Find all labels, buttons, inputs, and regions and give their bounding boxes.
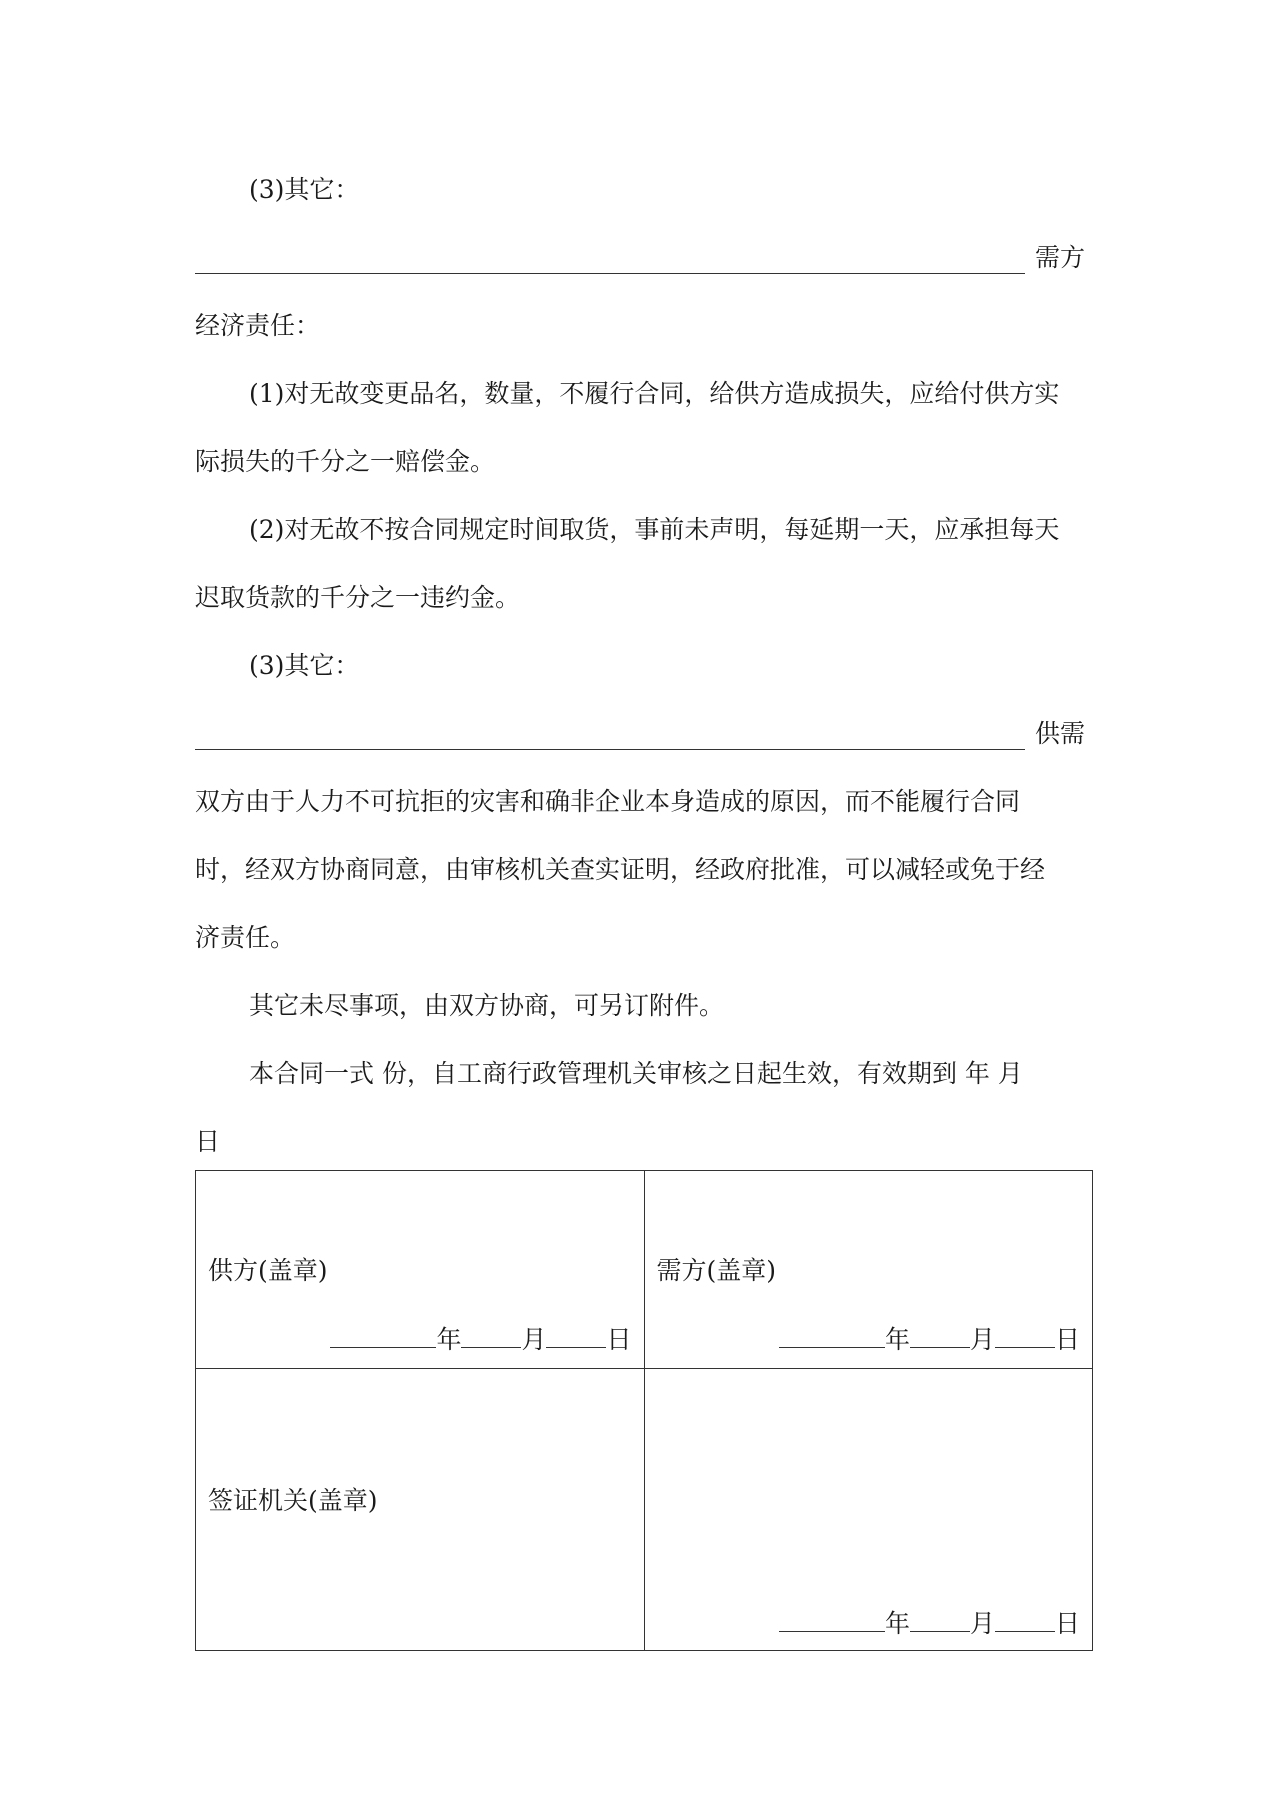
year-blank — [330, 1319, 436, 1348]
month-label: 月 — [969, 1325, 995, 1354]
buyer-liability-heading: 经济责任： — [195, 311, 321, 340]
day-label: 日 — [1054, 1609, 1080, 1638]
month-blank — [910, 1319, 970, 1348]
year-label: 年 — [884, 1609, 910, 1638]
supplier-other-clause: (3)其它： — [249, 175, 360, 204]
buyer-other-blank-row — [195, 716, 1085, 752]
buyer-seal-cell — [644, 1171, 1093, 1369]
fill-in-blank-line — [195, 273, 1025, 274]
month-label: 月 — [521, 1325, 547, 1354]
signature-table — [195, 1170, 1093, 1651]
buyer-item-1-line-1: (1)对无故变更品名，数量，不履行合同，给供方造成损失，应给付供方实 — [249, 379, 1060, 408]
day-label: 日 — [1054, 1325, 1080, 1354]
buyer-heading-start: 需方 — [1034, 243, 1085, 272]
buyer-date-line — [779, 1319, 1080, 1358]
supplier-date-line — [330, 1319, 631, 1358]
day-blank — [995, 1319, 1055, 1348]
force-majeure-start: 供需 — [1034, 719, 1085, 748]
authority-seal-cell — [196, 1369, 645, 1651]
validity-clause-line-1: 本合同一式 份，自工商行政管理机关审核之日起生效，有效期到 年 月 — [249, 1059, 1023, 1088]
year-blank — [779, 1319, 885, 1348]
force-majeure-line-3: 济责任。 — [195, 923, 296, 952]
month-blank — [461, 1319, 521, 1348]
other-matters-clause: 其它未尽事项，由双方协商，可另订附件。 — [249, 991, 725, 1020]
day-blank — [546, 1319, 606, 1348]
authority-seal-label: 签证机关(盖章) — [208, 1486, 378, 1515]
month-label: 月 — [969, 1609, 995, 1638]
supplier-seal-label: 供方(盖章) — [208, 1256, 328, 1285]
year-label: 年 — [436, 1325, 462, 1354]
buyer-item-2-line-1: (2)对无故不按合同规定时间取货，事前未声明，每延期一天，应承担每天 — [249, 515, 1060, 544]
validity-clause-line-2: 日 — [195, 1127, 221, 1156]
authority-date-line — [779, 1603, 1080, 1642]
force-majeure-line-1: 双方由于人力不可抗拒的灾害和确非企业本身造成的原因，而不能履行合同 — [195, 787, 1021, 816]
supplier-other-blank-row — [195, 240, 1085, 276]
year-blank — [779, 1603, 885, 1632]
buyer-other-clause: (3)其它： — [249, 651, 360, 680]
supplier-seal-cell — [196, 1171, 645, 1369]
buyer-item-2-line-2: 迟取货款的千分之一违约金。 — [195, 583, 521, 612]
force-majeure-line-2: 时，经双方协商同意，由审核机关查实证明，经政府批准，可以减轻或免于经 — [195, 855, 1046, 884]
buyer-seal-label: 需方(盖章) — [656, 1256, 777, 1285]
fill-in-blank-line — [195, 749, 1025, 750]
day-label: 日 — [606, 1325, 632, 1354]
year-label: 年 — [884, 1325, 910, 1354]
month-blank — [910, 1603, 970, 1632]
buyer-item-1-line-2: 际损失的千分之一赔偿金。 — [195, 447, 496, 476]
day-blank — [995, 1603, 1055, 1632]
authority-date-cell — [644, 1369, 1093, 1651]
